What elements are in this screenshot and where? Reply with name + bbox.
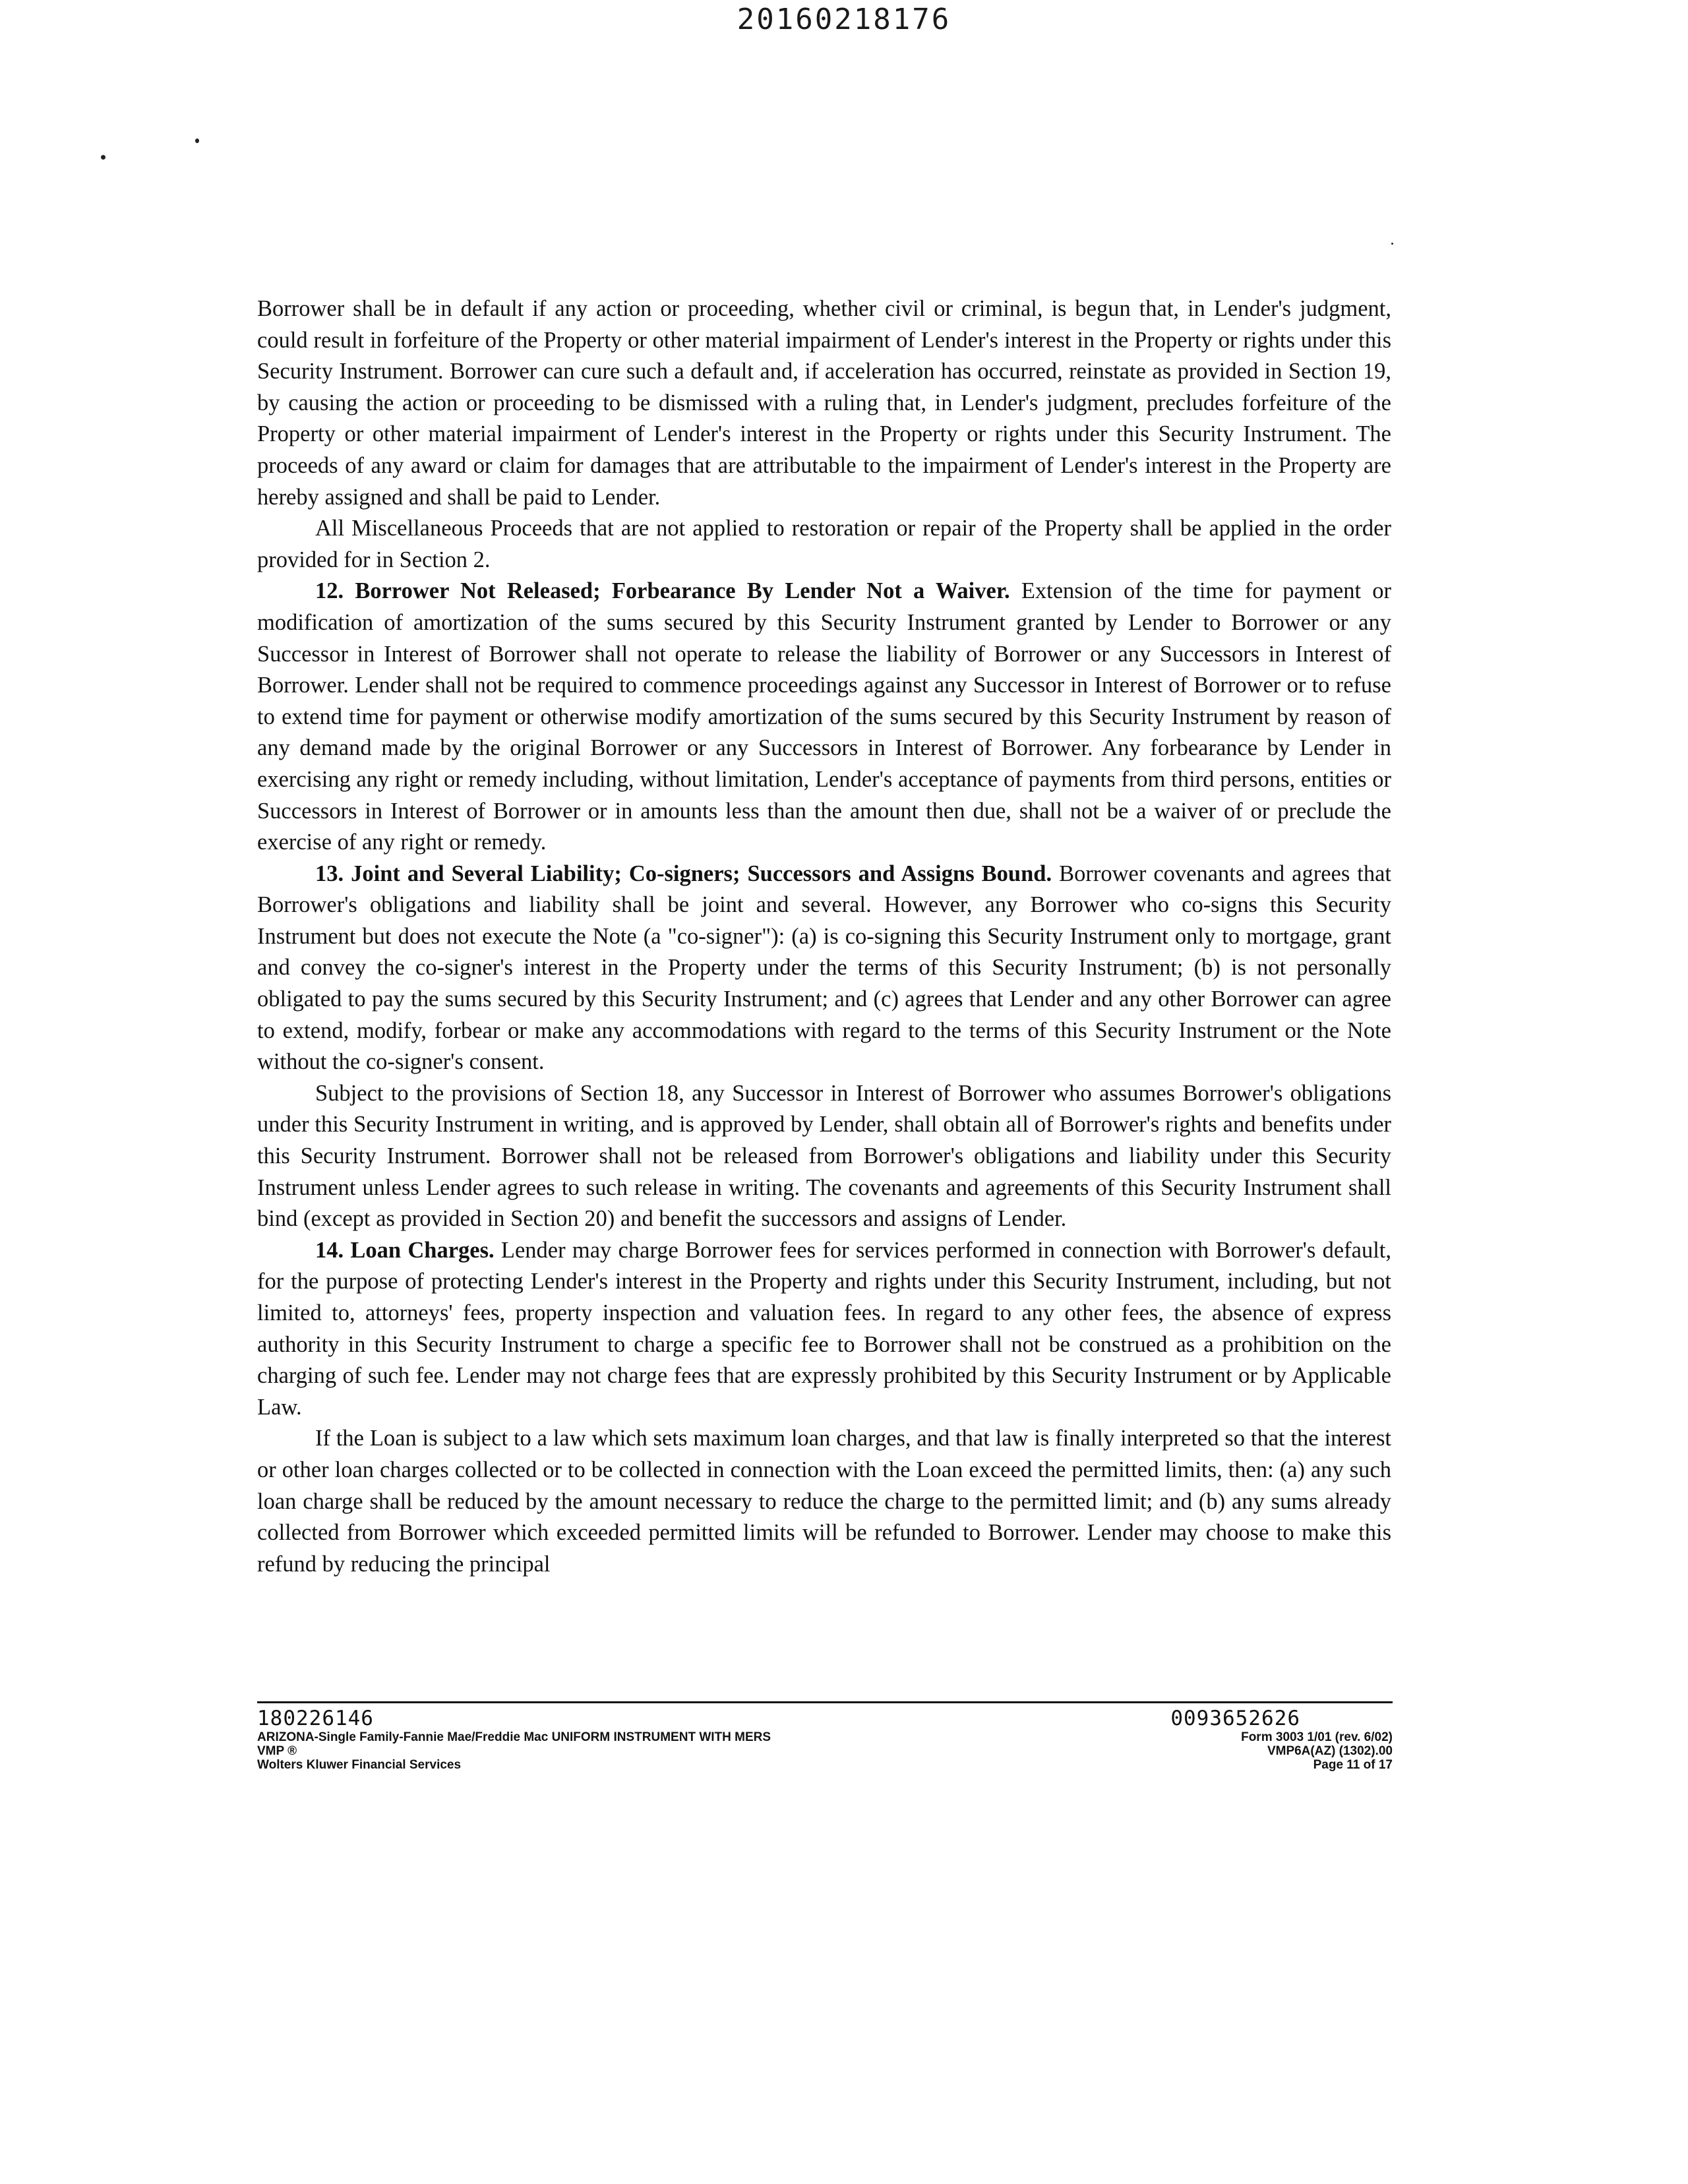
paragraph (257, 1078, 1391, 1235)
section-heading: 14. Loan Charges. (315, 1237, 495, 1263)
section-13 (257, 859, 1391, 1078)
loan-number-left: 180226146 (257, 1707, 374, 1730)
loan-number-right: 0093652626 (1170, 1707, 1300, 1730)
document-body (257, 293, 1391, 1580)
section-12 (257, 576, 1391, 858)
paragraph-text: If the Loan is subject to a law which sets maximum loan charges, and that law is finally interpreted so that the interest or other loan charges collected or to be collected in connection with the Loan exceed the permitted limits, then: (a) any such loan charge shall be reduced by the amount necessary to reduce the charge to the permitted limit; and (b) any sums already collected from Borrower which exceeded permitted limits will be refunded to Borrower. Lender may choose to make this refund by reducing the principal (257, 1426, 1391, 1577)
paragraph-text: Subject to the provisions of Section 18, any Successor in Interest of Borrower who assumes Borrower's obligations under this Security Instrument in writing, and is approved by Lender, shall obtain all of Borrower's rights and benefits under this Security Instrument. Borrower shall not be released from Borrower's obligations and liability under this Security Instrument unless Lender agrees to such release in writing. The covenants and agreements of this Security Instrument shall bind (except as provided in Section 20) and benefit the successors and assigns of Lender. (257, 1080, 1391, 1232)
publisher: Wolters Kluwer Financial Services (257, 1758, 462, 1772)
footer-left (257, 1707, 917, 1772)
form-title: ARIZONA-Single Family-Fannie Mae/Freddie Mac UNIFORM INSTRUMENT WITH MERS (257, 1730, 771, 1744)
scan-speck (1391, 243, 1393, 245)
recording-number: 20160218176 (737, 3, 951, 36)
page-number: Page 11 of 17 (1313, 1758, 1393, 1772)
section-heading: 12. Borrower Not Released; Forbearance By Lender Not a Waiver. (315, 578, 1010, 604)
scan-speck (195, 138, 199, 143)
footer-right (989, 1707, 1393, 1772)
form-number: Form 3003 1/01 (rev. 6/02) (1241, 1730, 1393, 1744)
form-code: VMP6A(AZ) (1302).00 (1267, 1744, 1393, 1758)
paragraph (257, 1423, 1391, 1580)
footer-rule (257, 1701, 1393, 1703)
paragraph (257, 513, 1391, 576)
paragraph (257, 293, 1391, 513)
paragraph-text: Borrower covenants and agrees that Borrower's obligations and liability shall be joint and several. However, any Borrower who co-signs this Security Instrument but does not execute the Note (a "co-signer"): (a) is co-signing this Security Instrument only to mortgage, grant and convey the co-signer's interest in the Property under the terms of this Security Instrument; (b) is not personally obligated to pay the sums secured by this Security Instrument; and (c) agrees that Lender and any other Borrower can agree to extend, modify, forbear or make any accommodations with regard to the terms of this Security Instrument or the Note without the co-signer's consent. (257, 861, 1391, 1075)
paragraph-text: Borrower shall be in default if any action or proceeding, whether civil or criminal, is begun that, in Lender's judgment, could result in forfeiture of the Property or other material impairment of Lender's interest in the Property or rights under this Security Instrument. Borrower can cure such a default and, if acceleration has occurred, reinstate as provided in Section 19, by causing the action or proceeding to be dismissed with a ruling that, in Lender's judgment, precludes forfeiture of the Property or other material impairment of Lender's interest in the Property or rights under this Security Instrument. The proceeds of any award or claim for damages that are attributable to the impairment of Lender's interest in the Property are hereby assigned and shall be paid to Lender. (257, 296, 1391, 510)
section-14 (257, 1235, 1391, 1424)
paragraph-text: Lender may charge Borrower fees for services performed in connection with Borrower's default, for the purpose of protecting Lender's interest in the Property and rights under this Security Instrument, including, but not limited to, attorneys' fees, property inspection and valuation fees. In regard to any other fees, the absence of express authority in this Security Instrument to charge a specific fee to Borrower shall not be construed as a prohibition on the charging of such fee. Lender may not charge fees that are expressly prohibited by this Security Instrument or by Applicable Law. (257, 1237, 1391, 1420)
paragraph-text: Extension of the time for payment or modification of amortization of the sums secured by this Security Instrument granted by Lender to Borrower or any Successor in Interest of Borrower shall not operate to release the liability of Borrower or any Successors in Interest of Borrower. Lender shall not be required to commence proceedings against any Successor in Interest of Borrower or to refuse to extend time for payment or otherwise modify amortization of the sums secured by this Security Instrument by reason of any demand made by the original Borrower or any Successors in Interest of Borrower. Any forbearance by Lender in exercising any right or remedy including, without limitation, Lender's acceptance of payments from third persons, entities or Successors in Interest of Borrower or in amounts less than the amount then due, shall not be a waiver of or preclude the exercise of any right or remedy. (257, 578, 1391, 855)
vmp-mark: VMP ® (257, 1744, 297, 1758)
scan-speck (101, 155, 106, 160)
paragraph-text: All Miscellaneous Proceeds that are not applied to restoration or repair of the Property shall be applied in the order provided for in Section 2. (257, 516, 1391, 572)
section-heading: 13. Joint and Several Liability; Co-signers; Successors and Assigns Bound. (315, 861, 1052, 886)
